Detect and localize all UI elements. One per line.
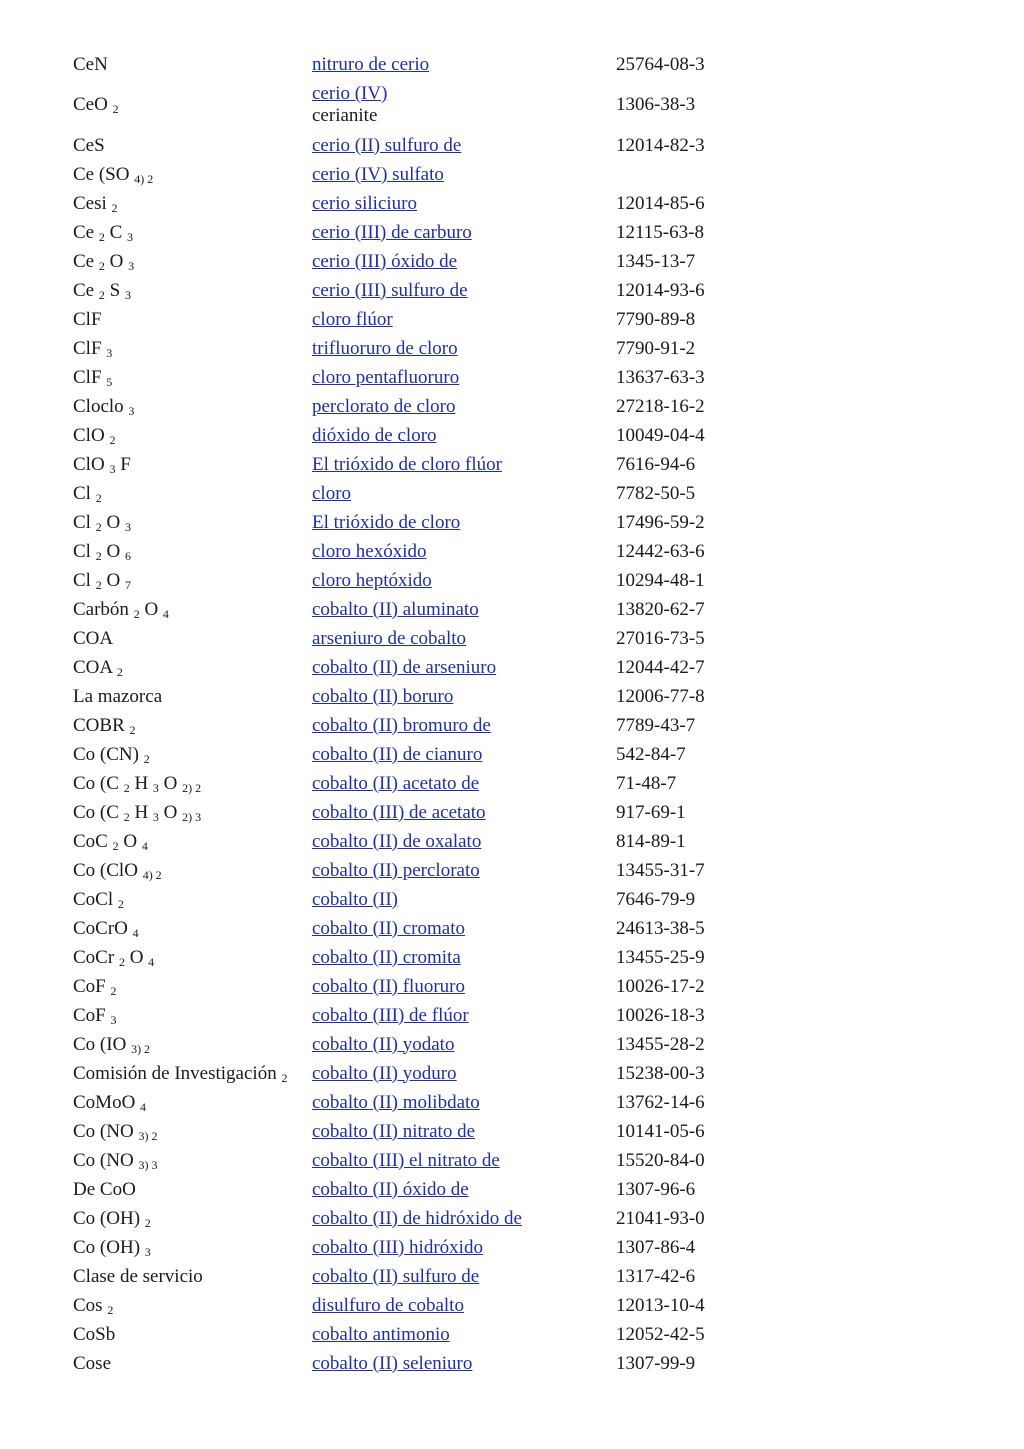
formula-text: Comisión de Investigación 2 bbox=[73, 1062, 288, 1085]
formula-text: Cos 2 bbox=[73, 1294, 114, 1317]
table-row bbox=[70, 1349, 819, 1378]
compound-name-cell bbox=[309, 1059, 613, 1088]
formula-text: CoF 3 bbox=[73, 1004, 117, 1027]
compound-name-cell bbox=[309, 827, 613, 856]
compound-name-link[interactable]: trifluoruro de cloro bbox=[312, 337, 458, 359]
table-row bbox=[70, 305, 819, 334]
compound-name-cell bbox=[309, 711, 613, 740]
compound-name-cell bbox=[309, 798, 613, 827]
formula-cell bbox=[70, 508, 309, 537]
table-row bbox=[70, 1204, 819, 1233]
compound-name-cell bbox=[309, 653, 613, 682]
table-row bbox=[70, 827, 819, 856]
compound-name-cell bbox=[309, 363, 613, 392]
formula-text: CoC 2 O 4 bbox=[73, 830, 148, 853]
formula-text: Co (C 2 H 3 O 2) 2 bbox=[73, 772, 202, 795]
formula-cell bbox=[70, 972, 309, 1001]
compound-name-cell bbox=[309, 1030, 613, 1059]
compound-name-link[interactable]: cobalto (II) nitrato de bbox=[312, 1120, 476, 1142]
formula-cell bbox=[70, 334, 309, 363]
cas-number-cell: 12013-10-4 bbox=[616, 1294, 705, 1316]
formula-cell bbox=[70, 305, 309, 334]
formula-text: Cl 2 O 3 bbox=[73, 511, 131, 534]
cas-number-cell: 13820-62-7 bbox=[616, 598, 705, 620]
table-row bbox=[70, 508, 819, 537]
formula-cell bbox=[70, 711, 309, 740]
compound-name-link[interactable]: cobalto (II) seleniuro bbox=[312, 1352, 473, 1374]
formula-cell bbox=[70, 885, 309, 914]
formula-text: Cose bbox=[73, 1352, 111, 1374]
table-row bbox=[70, 1117, 819, 1146]
formula-cell bbox=[70, 1088, 309, 1117]
table-row bbox=[70, 1175, 819, 1204]
formula-text: Cl 2 bbox=[73, 482, 102, 505]
cas-number-cell: 17496-59-2 bbox=[616, 511, 705, 533]
formula-text: Cl 2 O 7 bbox=[73, 569, 131, 592]
formula-cell bbox=[70, 218, 309, 247]
formula-text: CoF 2 bbox=[73, 975, 117, 998]
compound-name-cell bbox=[309, 276, 613, 305]
compound-name-link[interactable]: cobalto (II) sulfuro de bbox=[312, 1265, 480, 1287]
formula-cell bbox=[70, 189, 309, 218]
formula-text: Cesi 2 bbox=[73, 192, 118, 215]
compound-name-cell bbox=[309, 247, 613, 276]
compound-name-cell bbox=[309, 392, 613, 421]
formula-cell bbox=[70, 827, 309, 856]
compound-name-cell bbox=[309, 624, 613, 653]
compound-name-cell bbox=[309, 972, 613, 1001]
formula-text: CeN bbox=[73, 53, 108, 75]
formula-cell bbox=[70, 1117, 309, 1146]
table-row bbox=[70, 218, 819, 247]
cas-number-cell: 7790-89-8 bbox=[616, 308, 696, 330]
cas-number-cell: 71-48-7 bbox=[616, 772, 677, 794]
compound-name-link[interactable]: cerio siliciuro bbox=[312, 192, 417, 214]
cas-number-cell: 917-69-1 bbox=[616, 801, 686, 823]
cas-number-cell: 12014-82-3 bbox=[616, 134, 705, 156]
formula-cell bbox=[70, 1233, 309, 1262]
table-row bbox=[70, 160, 819, 189]
compound-name-cell bbox=[309, 450, 613, 479]
table-row bbox=[70, 189, 819, 218]
formula-text: ClO 3 F bbox=[73, 453, 131, 476]
compound-name-link[interactable]: perclorato de cloro bbox=[312, 395, 456, 417]
compound-name-cell bbox=[309, 1262, 613, 1291]
formula-text: CoCl 2 bbox=[73, 888, 124, 911]
cas-number-cell: 12442-63-6 bbox=[616, 540, 705, 562]
table-row bbox=[70, 711, 819, 740]
compound-name-cell bbox=[309, 1001, 613, 1030]
formula-text: Ce (SO 4) 2 bbox=[73, 163, 154, 186]
compound-name-link[interactable]: cobalto antimonio bbox=[312, 1323, 450, 1345]
compound-name-cell bbox=[309, 1233, 613, 1262]
formula-text: COA 2 bbox=[73, 656, 123, 679]
table-row bbox=[70, 885, 819, 914]
formula-text: Co (NO 3) 3 bbox=[73, 1149, 158, 1172]
cas-number-cell: 13455-28-2 bbox=[616, 1033, 705, 1055]
compound-name-link[interactable]: cobalto (II) boruro bbox=[312, 685, 454, 707]
formula-text: Co (IO 3) 2 bbox=[73, 1033, 151, 1056]
compound-name-link[interactable]: cobalto (II) óxido de bbox=[312, 1178, 469, 1200]
compound-name-cell bbox=[309, 1146, 613, 1175]
formula-text: De CoO bbox=[73, 1178, 136, 1200]
compound-name-cell bbox=[309, 914, 613, 943]
formula-cell bbox=[70, 1059, 309, 1088]
cas-number-cell: 13455-25-9 bbox=[616, 946, 705, 968]
table-row bbox=[70, 1001, 819, 1030]
compound-name-link[interactable]: cerio (IV) bbox=[312, 83, 388, 104]
compound-name-link[interactable]: cobalto (II) molibdato bbox=[312, 1091, 480, 1113]
table-row bbox=[70, 131, 819, 160]
compound-name-link[interactable]: cerio (IV) sulfato bbox=[312, 163, 444, 185]
formula-cell bbox=[70, 1146, 309, 1175]
cas-number-cell: 21041-93-0 bbox=[616, 1207, 705, 1229]
compound-name-link[interactable]: cobalto (II) aluminato bbox=[312, 598, 479, 620]
cas-number-cell bbox=[613, 160, 819, 189]
compound-name-link[interactable]: cerio (III) sulfuro de bbox=[312, 279, 468, 301]
table-row bbox=[70, 566, 819, 595]
formula-cell bbox=[70, 653, 309, 682]
formula-text: La mazorca bbox=[73, 685, 163, 707]
cas-number-cell: 12044-42-7 bbox=[616, 656, 705, 678]
compound-name-cell bbox=[309, 1291, 613, 1320]
cas-number-cell: 1307-86-4 bbox=[616, 1236, 696, 1258]
compound-name-link[interactable]: cobalto (II) acetato de bbox=[312, 772, 480, 794]
table-row bbox=[70, 943, 819, 972]
table-row bbox=[70, 1059, 819, 1088]
table-row bbox=[70, 1146, 819, 1175]
formula-text: Ce 2 C 3 bbox=[73, 221, 134, 244]
compound-name-link[interactable]: cobalto (II) yoduro bbox=[312, 1062, 457, 1084]
compound-name-cell bbox=[309, 943, 613, 972]
compound-name-link[interactable]: El trióxido de cloro bbox=[312, 511, 461, 533]
formula-cell bbox=[70, 537, 309, 566]
compound-name-cell bbox=[309, 1349, 613, 1378]
compound-name-cell bbox=[309, 537, 613, 566]
formula-cell bbox=[70, 943, 309, 972]
compound-name-cell bbox=[309, 131, 613, 160]
table-row bbox=[70, 50, 819, 79]
compound-name-cell bbox=[309, 740, 613, 769]
compound-name-cell bbox=[309, 682, 613, 711]
compound-name-link[interactable]: cobalto (II) bromuro de bbox=[312, 714, 491, 736]
compound-name-link[interactable]: cerio (III) de carburo bbox=[312, 221, 472, 243]
cas-number-cell: 814-89-1 bbox=[616, 830, 686, 852]
table-row bbox=[70, 421, 819, 450]
formula-cell bbox=[70, 624, 309, 653]
cas-number-cell: 12052-42-5 bbox=[616, 1323, 705, 1345]
table-row bbox=[70, 79, 819, 131]
table-row bbox=[70, 1291, 819, 1320]
compound-name-cell bbox=[309, 334, 613, 363]
compound-name-link[interactable]: cobalto (III) de acetato bbox=[312, 801, 486, 823]
cas-number-cell: 7789-43-7 bbox=[616, 714, 696, 736]
formula-text: Carbón 2 O 4 bbox=[73, 598, 169, 621]
formula-text: ClF bbox=[73, 308, 102, 330]
formula-text: Co (NO 3) 2 bbox=[73, 1120, 158, 1143]
compound-table-body bbox=[70, 50, 819, 1378]
table-row bbox=[70, 740, 819, 769]
table-row bbox=[70, 247, 819, 276]
compound-name-link[interactable]: cloro pentafluoruro bbox=[312, 366, 460, 388]
formula-text: Co (OH) 3 bbox=[73, 1236, 151, 1259]
compound-name-link[interactable]: cobalto (II) de cianuro bbox=[312, 743, 483, 765]
formula-text: Cloclo 3 bbox=[73, 395, 135, 418]
compound-name-cell bbox=[309, 1088, 613, 1117]
compound-name-link[interactable]: cerio (III) óxido de bbox=[312, 250, 458, 272]
formula-cell bbox=[70, 1030, 309, 1059]
compound-name-cell bbox=[309, 1320, 613, 1349]
compound-name-link[interactable]: arseniuro de cobalto bbox=[312, 627, 467, 649]
compound-name-cell bbox=[309, 566, 613, 595]
table-row bbox=[70, 595, 819, 624]
cas-number-cell: 7616-94-6 bbox=[616, 453, 696, 475]
compound-name-link[interactable]: cobalto (II) cromato bbox=[312, 917, 465, 939]
formula-text: COBR 2 bbox=[73, 714, 136, 737]
formula-cell bbox=[70, 79, 309, 131]
table-row bbox=[70, 479, 819, 508]
formula-cell bbox=[70, 131, 309, 160]
formula-text: CoMoO 4 bbox=[73, 1091, 147, 1114]
cas-number-cell: 12014-85-6 bbox=[616, 192, 705, 214]
formula-text: Co (OH) 2 bbox=[73, 1207, 151, 1230]
compound-name-cell bbox=[309, 479, 613, 508]
formula-text: ClO 2 bbox=[73, 424, 116, 447]
compound-name-link[interactable]: El trióxido de cloro flúor bbox=[312, 453, 502, 475]
compound-name-cell bbox=[309, 79, 613, 131]
compound-name-cell bbox=[309, 508, 613, 537]
formula-text: CeO 2 bbox=[73, 94, 119, 116]
formula-cell bbox=[70, 50, 309, 79]
cas-number-cell: 24613-38-5 bbox=[616, 917, 705, 939]
table-row bbox=[70, 682, 819, 711]
compound-name-link[interactable]: cloro hexóxido bbox=[312, 540, 427, 562]
formula-text: Cl 2 O 6 bbox=[73, 540, 131, 563]
compound-name-link[interactable]: cloro bbox=[312, 482, 352, 504]
formula-cell bbox=[70, 914, 309, 943]
table-row bbox=[70, 363, 819, 392]
table-row bbox=[70, 856, 819, 885]
compound-name-link[interactable]: nitruro de cerio bbox=[312, 53, 430, 75]
formula-cell bbox=[70, 1320, 309, 1349]
formula-cell bbox=[70, 798, 309, 827]
table-row bbox=[70, 537, 819, 566]
compound-name-cell bbox=[309, 885, 613, 914]
cas-number-cell: 10026-18-3 bbox=[616, 1004, 705, 1026]
table-row bbox=[70, 392, 819, 421]
compound-name-link[interactable]: cobalto (II) fluoruro bbox=[312, 975, 465, 997]
table-row bbox=[70, 769, 819, 798]
formula-text: Ce 2 O 3 bbox=[73, 250, 135, 273]
formula-cell bbox=[70, 247, 309, 276]
compound-name-link[interactable]: cobalto (II) perclorato bbox=[312, 859, 480, 881]
table-row bbox=[70, 624, 819, 653]
formula-text: CoSb bbox=[73, 1323, 116, 1345]
compound-alt-name: cerianite bbox=[312, 105, 378, 126]
formula-cell bbox=[70, 1204, 309, 1233]
compound-name-link[interactable]: cobalto (II) de arseniuro bbox=[312, 656, 497, 678]
cas-number-cell: 7646-79-9 bbox=[616, 888, 696, 910]
cas-number-cell: 10141-05-6 bbox=[616, 1120, 705, 1142]
compound-name-link[interactable]: cobalto (III) de flúor bbox=[312, 1004, 469, 1026]
formula-cell bbox=[70, 421, 309, 450]
compound-name-link[interactable]: disulfuro de cobalto bbox=[312, 1294, 464, 1316]
compound-name-link[interactable]: cloro heptóxido bbox=[312, 569, 432, 591]
compound-name-link[interactable]: cerio (II) sulfuro de bbox=[312, 134, 462, 156]
cas-number-cell: 12014-93-6 bbox=[616, 279, 705, 301]
formula-text: CoCr 2 O 4 bbox=[73, 946, 155, 969]
formula-cell bbox=[70, 769, 309, 798]
cas-number-cell: 12115-63-8 bbox=[616, 221, 704, 243]
formula-text: COA bbox=[73, 627, 114, 649]
formula-cell bbox=[70, 1001, 309, 1030]
formula-cell bbox=[70, 856, 309, 885]
compound-name-link[interactable]: cobalto (II) de hidróxido de bbox=[312, 1207, 522, 1229]
formula-text: ClF 5 bbox=[73, 366, 113, 389]
cas-number-cell: 1307-99-9 bbox=[616, 1352, 696, 1374]
formula-text: ClF 3 bbox=[73, 337, 113, 360]
formula-cell bbox=[70, 276, 309, 305]
cas-number-cell: 1317-42-6 bbox=[616, 1265, 696, 1287]
cas-number-cell: 15238-00-3 bbox=[616, 1062, 705, 1084]
formula-cell bbox=[70, 450, 309, 479]
table-row bbox=[70, 1262, 819, 1291]
compound-name-link[interactable]: dióxido de cloro bbox=[312, 424, 437, 446]
compound-name-link[interactable]: cobalto (III) el nitrato de bbox=[312, 1149, 500, 1171]
compound-name-link[interactable]: cobalto (II) cromita bbox=[312, 946, 461, 968]
formula-cell bbox=[70, 566, 309, 595]
formula-text: Co (CN) 2 bbox=[73, 743, 150, 766]
cas-number-cell: 13637-63-3 bbox=[616, 366, 705, 388]
cas-number-cell: 10294-48-1 bbox=[616, 569, 705, 591]
table-row bbox=[70, 1088, 819, 1117]
formula-text: CoCrO 4 bbox=[73, 917, 139, 940]
table-row bbox=[70, 914, 819, 943]
compound-name-cell bbox=[309, 189, 613, 218]
formula-cell bbox=[70, 682, 309, 711]
formula-cell bbox=[70, 1349, 309, 1378]
compound-name-cell bbox=[309, 1204, 613, 1233]
formula-text: Ce 2 S 3 bbox=[73, 279, 131, 302]
formula-cell bbox=[70, 1262, 309, 1291]
table-row bbox=[70, 334, 819, 363]
compound-name-cell bbox=[309, 50, 613, 79]
formula-text: Clase de servicio bbox=[73, 1265, 203, 1287]
cas-number-cell: 7782-50-5 bbox=[616, 482, 696, 504]
compound-name-cell bbox=[309, 1117, 613, 1146]
cas-number-cell: 12006-77-8 bbox=[616, 685, 705, 707]
compound-name-cell bbox=[309, 218, 613, 247]
cas-number-cell: 10049-04-4 bbox=[616, 424, 705, 446]
cas-number-cell: 7790-91-2 bbox=[616, 337, 696, 359]
compound-name-cell bbox=[309, 305, 613, 334]
formula-cell bbox=[70, 479, 309, 508]
compound-name-link[interactable]: cloro flúor bbox=[312, 308, 393, 330]
cas-number-cell: 25764-08-3 bbox=[616, 53, 705, 75]
formula-text: CeS bbox=[73, 134, 105, 156]
table-row bbox=[70, 1320, 819, 1349]
formula-cell bbox=[70, 392, 309, 421]
cas-number-cell: 1306-38-3 bbox=[616, 94, 696, 115]
table-row bbox=[70, 1030, 819, 1059]
table-row bbox=[70, 798, 819, 827]
compound-name-cell bbox=[309, 856, 613, 885]
cas-number-cell: 1345-13-7 bbox=[616, 250, 696, 272]
formula-cell bbox=[70, 1291, 309, 1320]
compound-name-cell bbox=[309, 595, 613, 624]
compound-name-cell bbox=[309, 1175, 613, 1204]
compound-name-link[interactable]: cobalto (II) de oxalato bbox=[312, 830, 482, 852]
cas-number-cell: 542-84-7 bbox=[616, 743, 686, 765]
compound-name-cell bbox=[309, 769, 613, 798]
formula-cell bbox=[70, 160, 309, 189]
formula-cell bbox=[70, 1175, 309, 1204]
cas-number-cell: 13455-31-7 bbox=[616, 859, 705, 881]
formula-cell bbox=[70, 740, 309, 769]
cas-number-cell: 10026-17-2 bbox=[616, 975, 705, 997]
compound-name-cell bbox=[309, 160, 613, 189]
compound-table bbox=[70, 50, 819, 1378]
cas-number-cell: 1307-96-6 bbox=[616, 1178, 696, 1200]
cas-number-cell: 13762-14-6 bbox=[616, 1091, 705, 1113]
compound-name-link[interactable]: cobalto (II) yodato bbox=[312, 1033, 455, 1055]
cas-number-cell: 15520-84-0 bbox=[616, 1149, 705, 1171]
formula-cell bbox=[70, 595, 309, 624]
compound-name-cell bbox=[309, 421, 613, 450]
compound-name-link[interactable]: cobalto (III) hidróxido bbox=[312, 1236, 483, 1258]
cas-number-cell: 27218-16-2 bbox=[616, 395, 705, 417]
cas-number-cell: 27016-73-5 bbox=[616, 627, 705, 649]
table-row bbox=[70, 972, 819, 1001]
table-row bbox=[70, 1233, 819, 1262]
formula-text: Co (C 2 H 3 O 2) 3 bbox=[73, 801, 202, 824]
table-row bbox=[70, 653, 819, 682]
formula-text: Co (ClO 4) 2 bbox=[73, 859, 162, 882]
formula-cell bbox=[70, 363, 309, 392]
table-row bbox=[70, 450, 819, 479]
compound-name-link[interactable]: cobalto (II) bbox=[312, 888, 398, 910]
table-row bbox=[70, 276, 819, 305]
